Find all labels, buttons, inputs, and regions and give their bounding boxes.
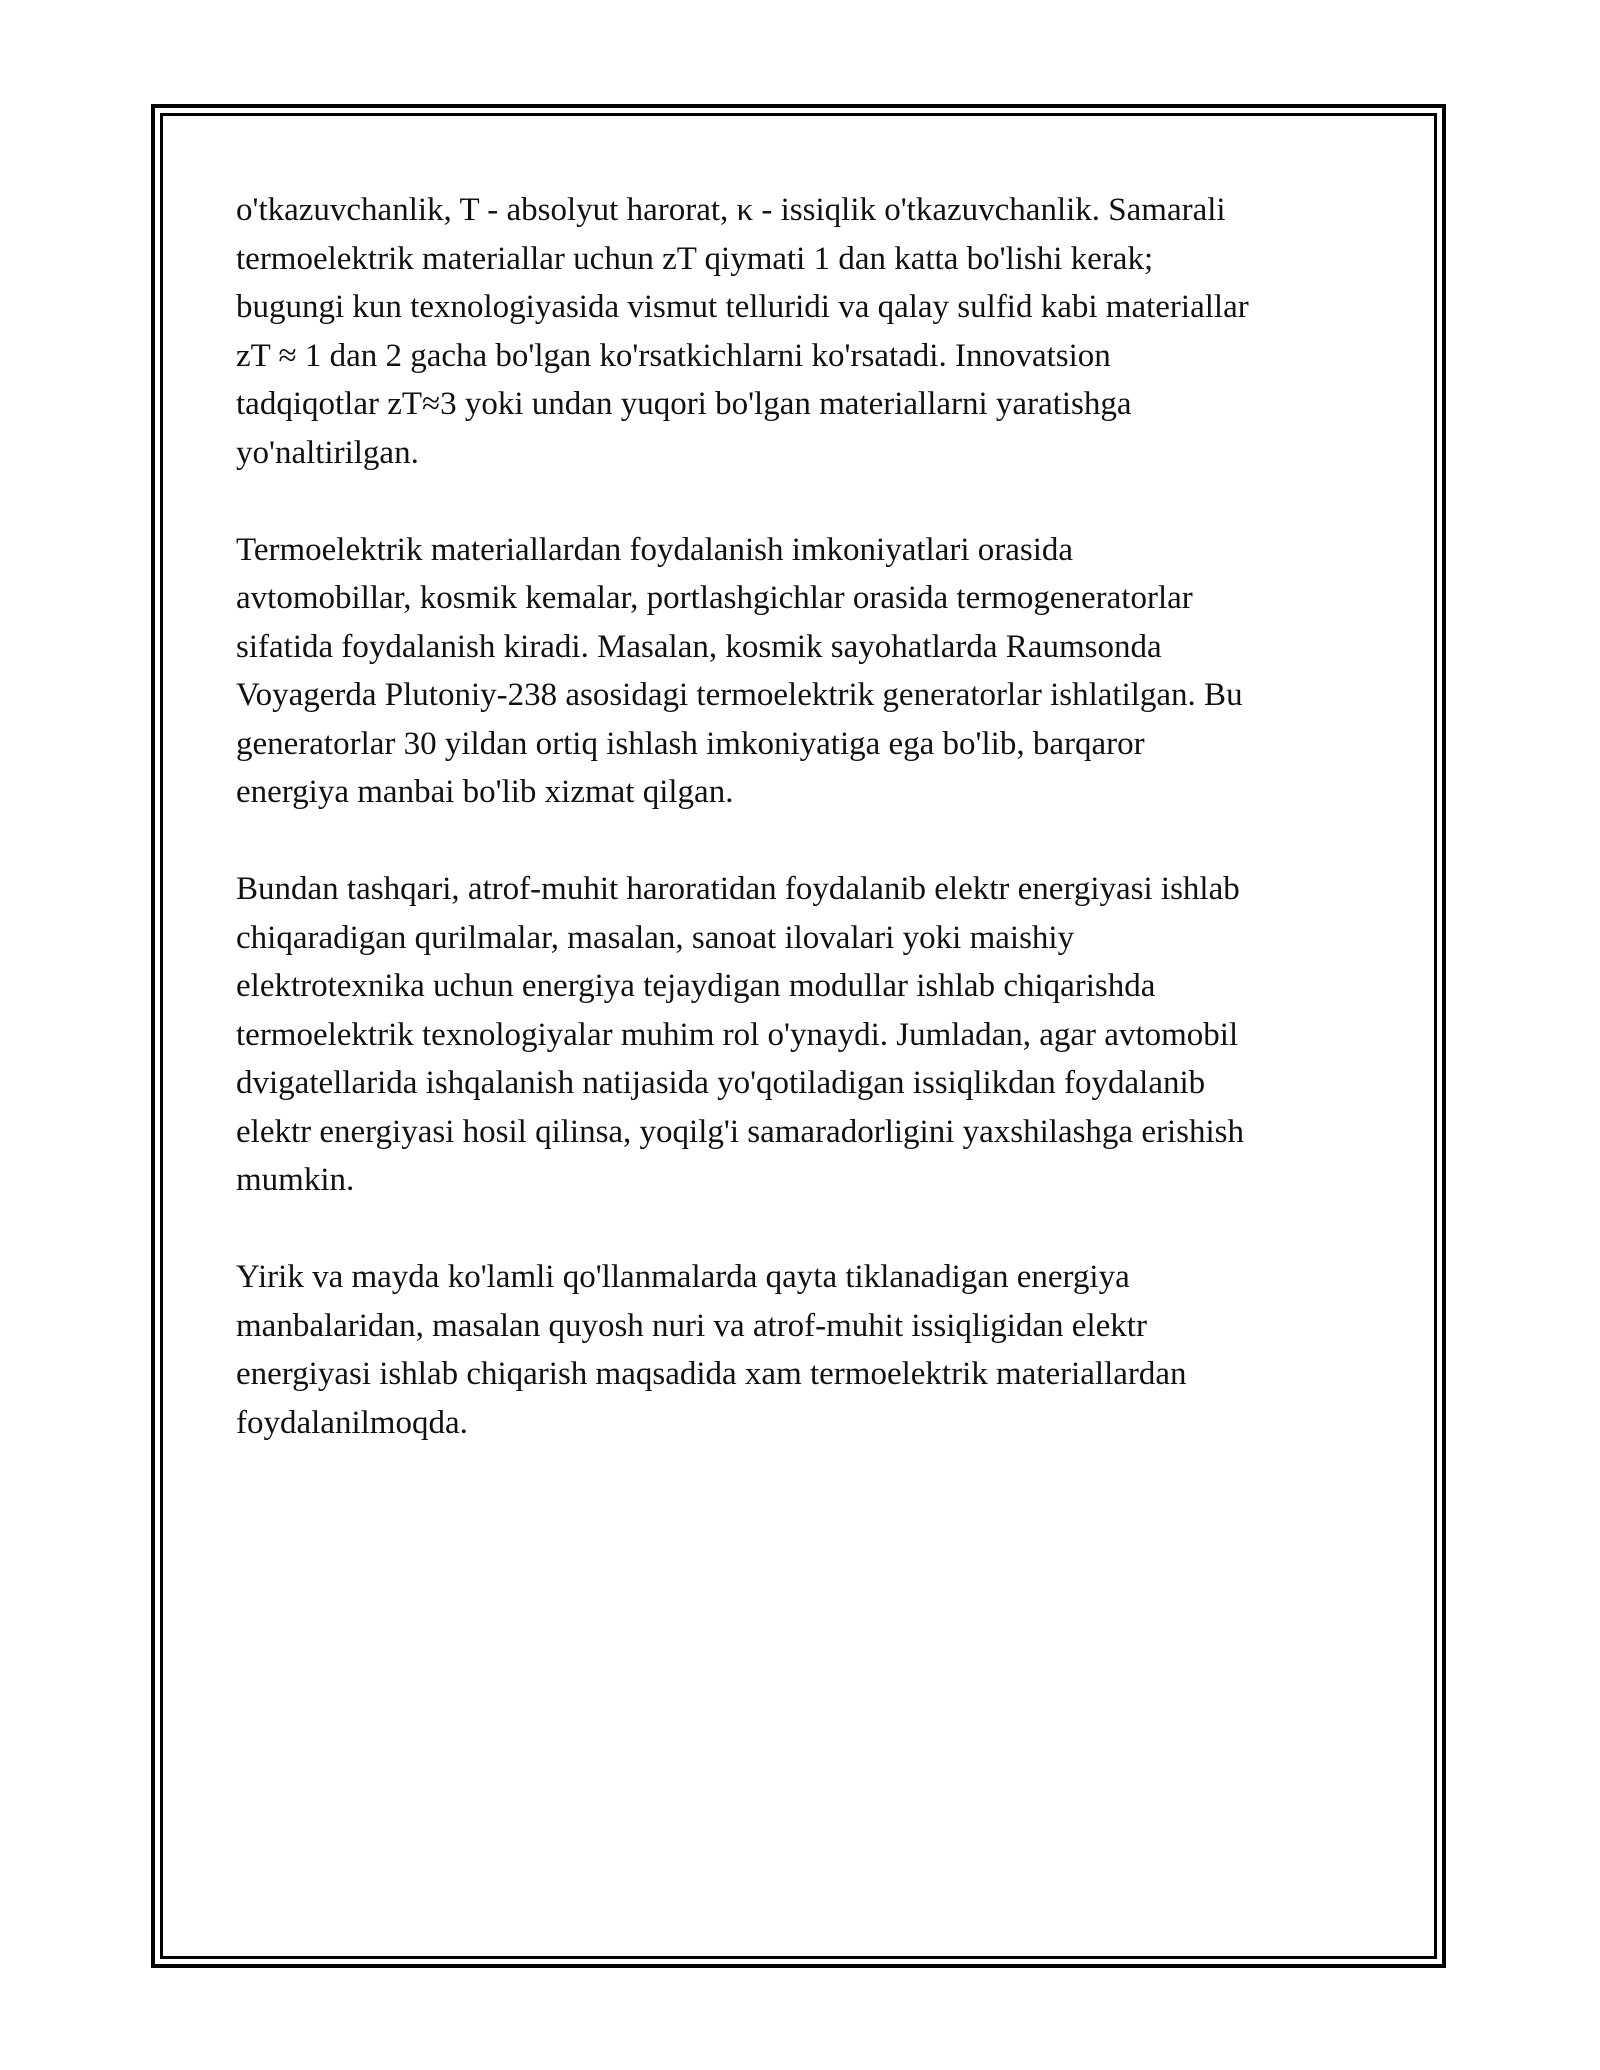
paragraph-renewable-energy: Yirik va mayda ko'lamli qo'llanmalarda qayta tiklanadigan energiya manbalaridan, masalan quyosh nuri va atrof-muhit issiqligidan elektr energiyasi ishlab chiqarish maqsadida xam termoelektrik materiallardan foydalanilmoqda.: [236, 1259, 1187, 1441]
paragraph-zt-efficiency: o'tkazuvchanlik, T - absolyut harorat, κ - issiqlik o'tkazuvchanlik. Samarali termoelektrik materiallar uchun zT qiymati 1 dan katta bo'lishi kerak; bugungi kun texnologiyasida vismut telluridi va qalay sulfid kabi materiallar zT ≈ 1 dan 2 gacha bo'lgan ko'rsatkichlarni ko'rsatadi. Innovatsion tadqiqotlar zT≈3 yoki undan yuqori bo'lgan materiallarni yaratishga yo'naltirilgan.: [236, 192, 1249, 471]
paragraph-applications: Termoelektrik materiallardan foydalanish imkoniyatlari orasida avtomobillar, kosmik kemalar, portlashgichlar orasida termogeneratorlar sifatida foydalanish kiradi. Masalan, kosmik sayohatlarda Raumsonda Voyagerda Plutoniy-238 asosidagi termoelektrik generatorlar ishlatilgan. Bu generatorlar 30 yildan ortiq ishlash imkoniyatiga ega bo'lib, barqaror energiya manbai bo'lib xizmat qilgan.: [236, 531, 1243, 810]
document-body: [236, 186, 1376, 1496]
paragraph-industrial-use: Bundan tashqari, atrof-muhit haroratidan foydalanib elektr energiyasi ishlab chiqaradigan qurilmalar, masalan, sanoat ilovalari yoki maishiy elektrotexnika uchun energiya tejaydigan modullar ishlab chiqarishda termoelektrik texnologiyalar muhim rol o'ynaydi. Jumladan, agar avtomobil dvigatellarida ishqalanish natijasida yo'qotiladigan issiqlikdan foydalanib elektr energiyasi hosil qilinsa, yoqilg'i samaradorligini yaxshilashga erishish mumkin.: [236, 871, 1244, 1198]
